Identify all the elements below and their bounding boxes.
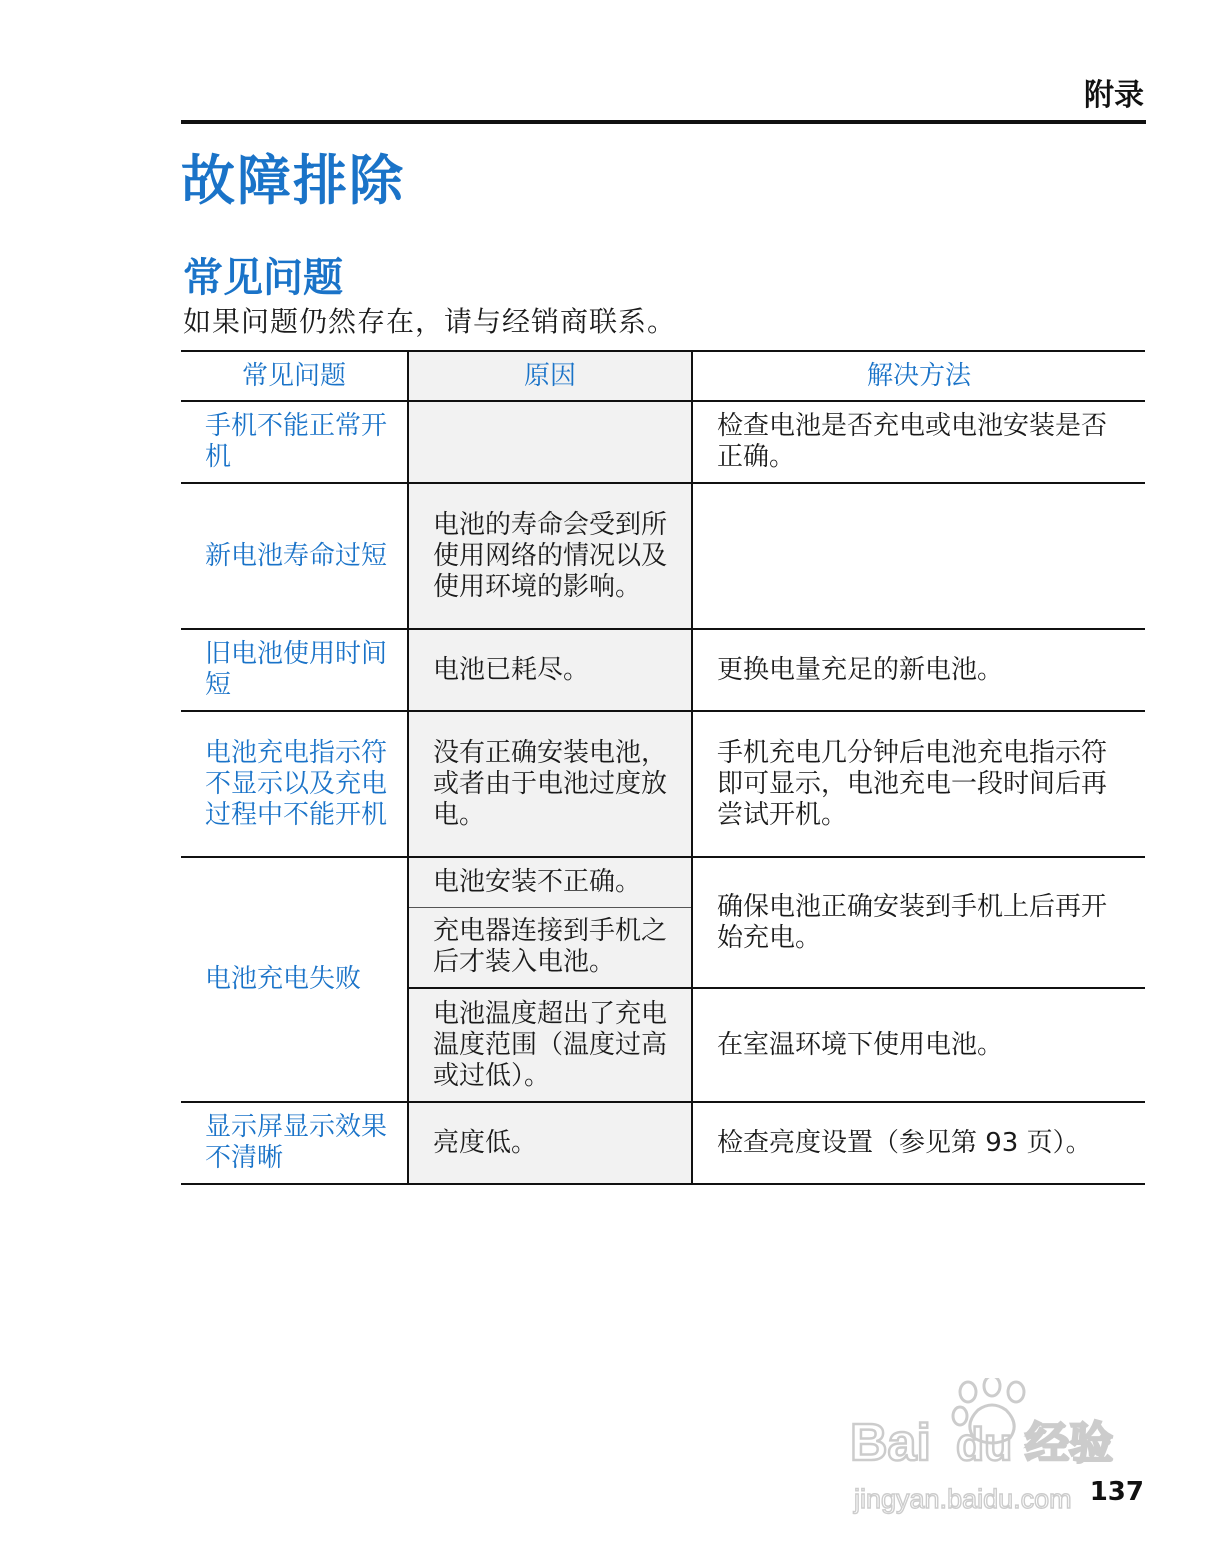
problem-cell: 电池充电指示符不显示以及充电过程中不能开机	[181, 711, 408, 857]
table-row	[181, 483, 1145, 629]
cause-cell: 电池的寿命会受到所使用网络的情况以及使用环境的影响。	[408, 483, 692, 629]
cause-cell: 电池已耗尽。	[408, 629, 692, 711]
header-rule	[181, 120, 1146, 124]
solution-cell: 手机充电几分钟后电池充电指示符即可显示，电池充电一段时间后再尝试开机。	[692, 711, 1145, 857]
cause-cell: 没有正确安装电池，或者由于电池过度放电。	[408, 711, 692, 857]
cause-cell: 亮度低。	[408, 1102, 692, 1184]
table-row	[181, 1102, 1145, 1184]
watermark-brand: Bai	[850, 1414, 931, 1472]
solution-cell: 更换电量充足的新电池。	[692, 629, 1145, 711]
problem-cell: 电池充电失败	[181, 857, 408, 1102]
watermark-url: jingyan.baidu.com	[854, 1484, 1072, 1514]
cause-cell: 电池安装不正确。	[408, 857, 692, 907]
column-header-solution: 解决方法	[692, 351, 1145, 401]
faq-table	[181, 350, 1145, 1185]
solution-cell: 在室温环境下使用电池。	[692, 988, 1145, 1102]
intro-text: 如果问题仍然存在，请与经销商联系。	[183, 305, 677, 338]
table-row	[181, 711, 1145, 857]
solution-cell: 检查亮度设置（参见第 93 页）。	[692, 1102, 1145, 1184]
page-title: 故障排除	[181, 149, 405, 212]
problem-cell: 新电池寿命过短	[181, 483, 408, 629]
section-label: 附录	[1084, 78, 1144, 113]
cause-cell: 电池温度超出了充电温度范围（温度过高或过低）。	[408, 988, 692, 1102]
column-header-cause: 原因	[408, 351, 692, 401]
watermark-cn: 经验	[1025, 1418, 1113, 1469]
table-row	[181, 629, 1145, 711]
solution-cell: 检查电池是否充电或电池安装是否正确。	[692, 401, 1145, 483]
problem-cell: 显示屏显示效果不清晰	[181, 1102, 408, 1184]
column-header-problem: 常见问题	[181, 351, 408, 401]
page-number: 137	[1089, 1477, 1144, 1507]
solution-cell: 确保电池正确安装到手机上后再开始充电。	[692, 857, 1145, 988]
watermark-brand-du: du	[956, 1418, 1013, 1470]
section-heading: 常见问题	[183, 255, 343, 301]
problem-cell: 手机不能正常开机	[181, 401, 408, 483]
cause-cell	[408, 401, 692, 483]
cause-cell: 充电器连接到手机之后才装入电池。	[408, 907, 692, 988]
problem-cell: 旧电池使用时间短	[181, 629, 408, 711]
table-row	[181, 401, 1145, 483]
table-header-row	[181, 351, 1145, 401]
table-row	[181, 857, 1145, 907]
solution-cell	[692, 483, 1145, 629]
